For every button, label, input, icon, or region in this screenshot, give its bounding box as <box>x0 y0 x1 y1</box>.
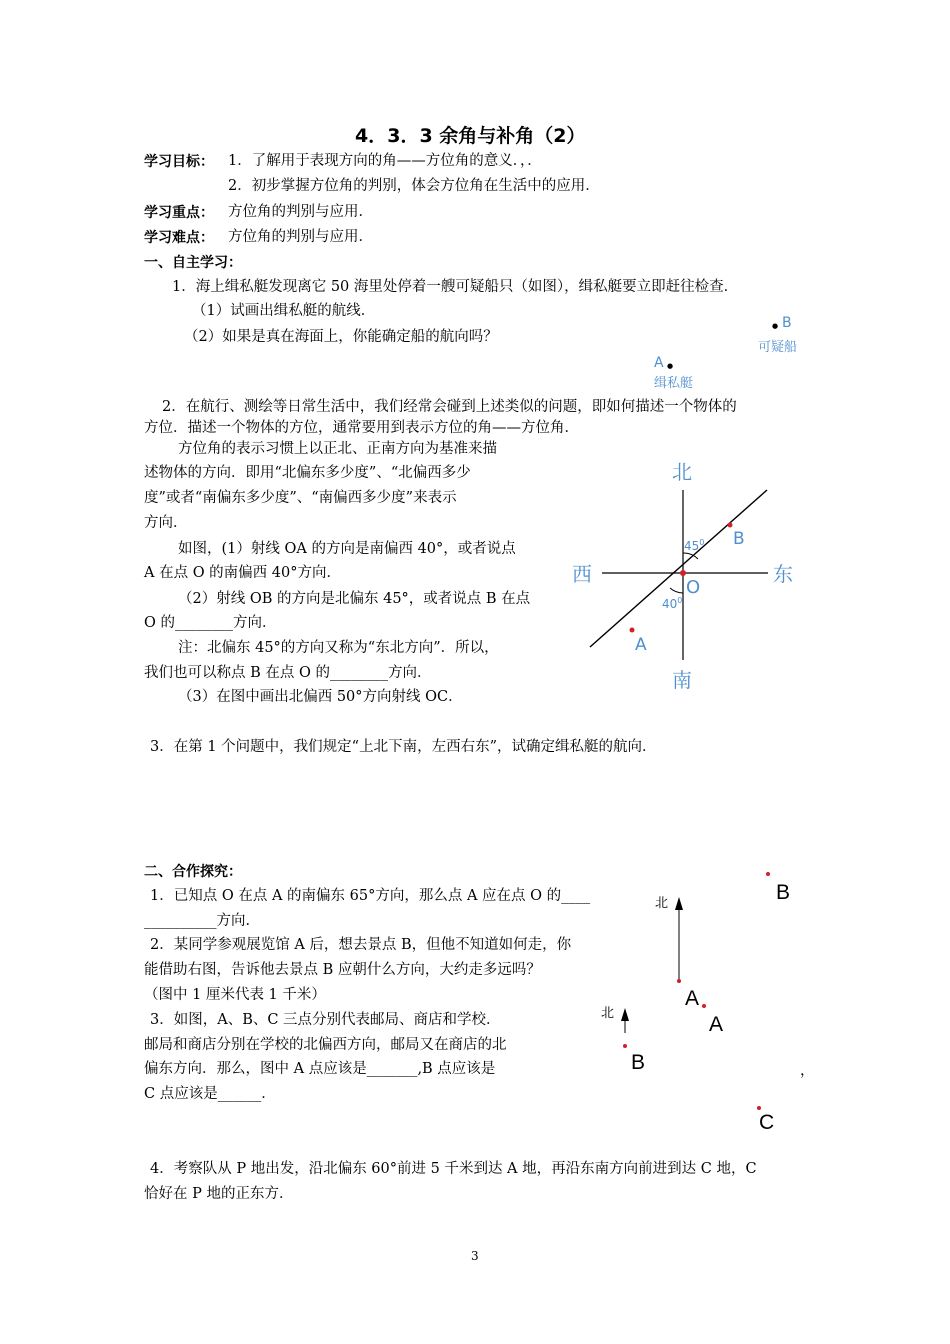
fig3-north-arrow-icon <box>675 897 683 910</box>
fig3-point-b <box>766 872 770 876</box>
compass-south-label: 南 <box>672 668 692 692</box>
s1-p9: 注：北偏东 45°的方向又称为“东北方向”．所以， <box>178 640 499 656</box>
compass-b-label: B <box>733 529 745 549</box>
fig1-b-label: B <box>782 315 792 331</box>
angle-45-degree: 0 <box>699 538 705 547</box>
s1-p5: 如图，(1）射线 OA 的方向是南偏西 40°，或者说点 <box>178 541 516 557</box>
s2-q1-line1: 1．已知点 O 在点 A 的南偏东 65°方向，那么点 A 应在点 O 的____ <box>150 888 591 904</box>
angle-40-value: 40 <box>662 597 678 611</box>
objectives-label: 学习目标： <box>144 154 214 170</box>
s1-q2-line1: 2．在航行、测绘等日常生活中，我们经常会碰到上述类似的问题，即如何描述一个物体的 <box>162 399 737 415</box>
section1-heading: 一、自主学习： <box>144 255 242 271</box>
fig4-north-label: 北 <box>601 1006 615 1021</box>
fig3-a-label: A <box>685 987 700 1010</box>
s2-q3-line2: 邮局和商店分别在学校的北偏西方向，邮局又在商店的北 <box>144 1037 507 1053</box>
s1-p10: 我们也可以称点 B 在点 O 的________方向． <box>144 665 432 681</box>
angle-45-label <box>684 538 704 553</box>
ray-ab <box>590 490 767 647</box>
angle-40-arc <box>670 588 683 593</box>
s1-q3: 3．在第 1 个问题中，我们规定“上北下南，左西右东”，试确定缉私艇的航向． <box>150 739 657 755</box>
fig4-point-a <box>702 1004 706 1008</box>
s1-q2-line2: 方位．描述一个物体的方位，通常要用到表示方位的角——方位角． <box>144 420 579 436</box>
angle-40-label <box>662 596 682 611</box>
fig3-b-label: B <box>776 881 791 904</box>
s1-p2: 述物体的方向．即用“北偏东多少度”、“北偏西多少 <box>144 465 471 481</box>
s2-q3-line1: 3．如图，A、B、C 三点分别代表邮局、商店和学校． <box>150 1012 501 1028</box>
s1-p1: 方位角的表示习惯上以正北、正南方向为基准来描 <box>178 441 497 457</box>
angle-40-degree: 0 <box>677 596 683 605</box>
page-title: 4．3．3 余角与补角（2） <box>355 125 586 147</box>
point-b <box>728 523 733 528</box>
fig4-a-label: A <box>709 1013 724 1036</box>
section2-heading: 二、合作探究： <box>144 864 242 880</box>
fig1-a-caption: 缉私艇 <box>654 376 694 391</box>
key-point-text: 方位角的判别与应用． <box>228 204 373 220</box>
point-b-dot: ● <box>772 322 779 330</box>
compass-north-label: 北 <box>672 460 692 484</box>
fig4-c-label: C <box>759 1111 775 1134</box>
s1-p8: O 的________方向． <box>144 615 277 631</box>
s2-q2-line2: 能借助右图，告诉他去景点 B 应朝什么方向，大约走多远吗？ <box>144 962 541 978</box>
s2-q1-line2: __________方向． <box>144 913 260 929</box>
point-o <box>680 570 686 576</box>
s2-q4-line1: 4．考察队从 P 地出发，沿北偏东 60°前进 5 千米到达 A 地，再沿东南方向前进到达 C 地，C <box>150 1161 757 1177</box>
page-number: 3 <box>471 1249 479 1263</box>
fig1-a-label: A <box>654 355 664 371</box>
s2-q3-line3: 偏东方向．那么，图中 A 点应该是_______,B 点应该是 <box>144 1061 496 1077</box>
compass-o-label: O <box>686 577 701 598</box>
s2-q2-line3: （图中 1 厘米代表 1 千米） <box>144 987 326 1003</box>
fig4-b-label: B <box>631 1051 646 1074</box>
figure-4 <box>600 995 780 1125</box>
point-a <box>630 628 635 633</box>
s1-p7: （2）射线 OB 的方向是北偏东 45°，或者说点 B 在点 <box>178 591 531 607</box>
compass-east-label: 东 <box>773 562 793 586</box>
s2-q2-line1: 2．某同学参观展览馆 A 后，想去景点 B，但他不知道如何走，你 <box>150 937 572 953</box>
s1-q1: 1．海上缉私艇发现离它 50 海里处停着一艘可疑船只（如图），缉私艇要立即赶往检查． <box>172 279 739 295</box>
fig4-north-arrow-icon <box>621 1008 629 1021</box>
key-point-label: 学习重点： <box>144 205 214 221</box>
compass-west-label: 西 <box>572 562 592 586</box>
s1-q1a: （1）试画出缉私艇的航线． <box>192 303 376 319</box>
s2-q3-comma: ， <box>800 1063 815 1079</box>
fig3-point-a <box>677 979 681 983</box>
compass-a-label: A <box>635 635 647 655</box>
s1-p3: 度”或者“南偏东多少度”、“南偏西多少度”来表示 <box>144 490 457 506</box>
s1-p6: A 在点 O 的南偏西 40°方向． <box>144 565 341 581</box>
difficulty-label: 学习难点： <box>144 230 214 246</box>
fig4-point-b <box>623 1044 627 1048</box>
s1-q1b: （2）如果是真在海面上，你能确定船的航向吗？ <box>184 329 498 345</box>
fig3-north-label: 北 <box>655 896 669 911</box>
angle-45-value: 45 <box>684 539 700 553</box>
objective-1: 1．了解用于表现方向的角——方位角的意义．，． <box>228 153 542 169</box>
objective-2: 2．初步掌握方位角的判别，体会方位角在生活中的应用． <box>228 178 600 194</box>
s2-q4-line2: 恰好在 P 地的正东方． <box>144 1186 294 1202</box>
point-a-dot: ● <box>667 362 674 370</box>
s2-q3-line4: C 点应该是______． <box>144 1086 276 1102</box>
s1-p11: （3）在图中画出北偏西 50°方向射线 OC． <box>178 689 463 705</box>
difficulty-text: 方位角的判别与应用． <box>228 229 373 245</box>
fig1-b-caption: 可疑船 <box>758 340 798 355</box>
s1-p4: 方向． <box>144 515 188 531</box>
